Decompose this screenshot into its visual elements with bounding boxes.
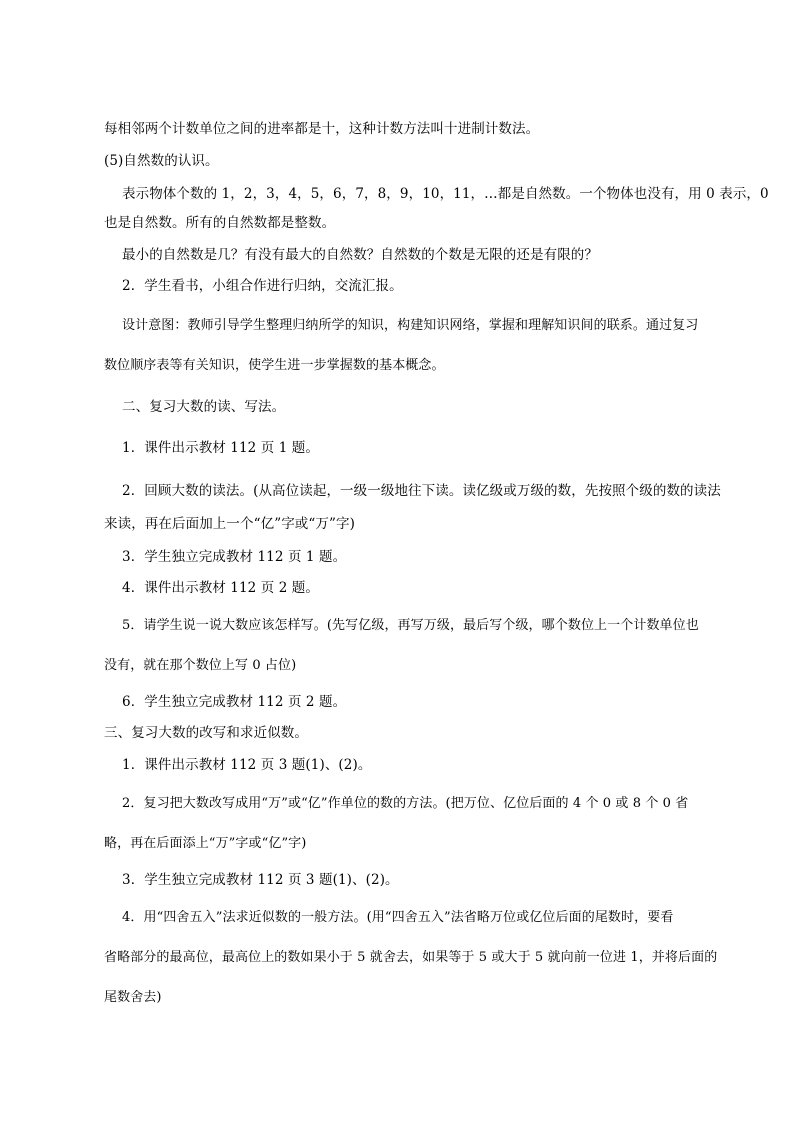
text-line: 表示物体个数的 1，2，3，4，5，6，7，8，9，10，11，…都是自然数。一个物体也没有，用 0 表示，0 [122, 186, 769, 202]
text-line: (5)自然数的认识。 [104, 153, 219, 169]
text-line: 数位顺序表等有关知识，使学生进一步掌握数的基本概念。 [104, 358, 445, 373]
text-line: 略，再在后面添上“万”字或“亿”字) [104, 836, 307, 851]
text-line: 最小的自然数是几？有没有最大的自然数？自然数的个数是无限的还是有限的？ [122, 247, 598, 263]
text-line: 尾数舍去) [104, 990, 162, 1005]
text-line: 3．学生独立完成教材 112 页 1 题。 [122, 549, 347, 565]
text-line: 省略部分的最高位，最高位上的数如果小于 5 就舍去，如果等于 5 或大于 5 就向前一位进 1，并将后面的 [104, 950, 718, 965]
section-heading: 二、复习大数的读、写法。 [122, 399, 286, 415]
text-line: 1．课件出示教材 112 页 3 题(1)、(2)。 [122, 757, 372, 773]
text-line: 来读，再在后面加上一个“亿”字或“万”字) [104, 516, 355, 532]
text-line: 没有，就在那个数位上写 0 占位) [104, 658, 297, 673]
text-line: 1．课件出示教材 112 页 1 题。 [122, 440, 320, 456]
text-line: 5．请学生说一说大数应该怎样写。(先写亿级，再写万级，最后写个级，哪个数位上一个计数单位也 [122, 618, 699, 633]
text-line: 设计意图：教师引导学生整理归纳所学的知识，构建知识网络，掌握和理解知识间的联系。通过复习 [122, 318, 699, 333]
text-line: 4．课件出示教材 112 页 2 题。 [122, 580, 320, 596]
text-line: 3．学生独立完成教材 112 页 3 题(1)、(2)。 [122, 872, 399, 888]
text-line: 6．学生独立完成教材 112 页 2 题。 [122, 694, 347, 710]
text-line: 也是自然数。所有的自然数都是整数。 [104, 215, 336, 231]
section-heading: 三、复习大数的改写和求近似数。 [104, 725, 308, 741]
text-line: 4．用“四舍五入”法求近似数的一般方法。(用“四舍五入”法省略万位或亿位后面的尾数时，要看 [122, 910, 674, 925]
text-line: 2．复习把大数改写成用“万”或“亿”作单位的数的方法。(把万位、亿位后面的 4 个 0 或 8 个 0 省 [122, 796, 689, 811]
text-line: 2．回顾大数的读法。(从高位读起，一级一级地往下读。读亿级或万级的数，先按照个级的数的读法 [122, 483, 721, 499]
text-line: 每相邻两个计数单位之间的进率都是十，这种计数方法叫十进制计数法。 [104, 121, 540, 137]
text-line: 2．学生看书，小组合作进行归纳，交流汇报。 [122, 278, 403, 294]
